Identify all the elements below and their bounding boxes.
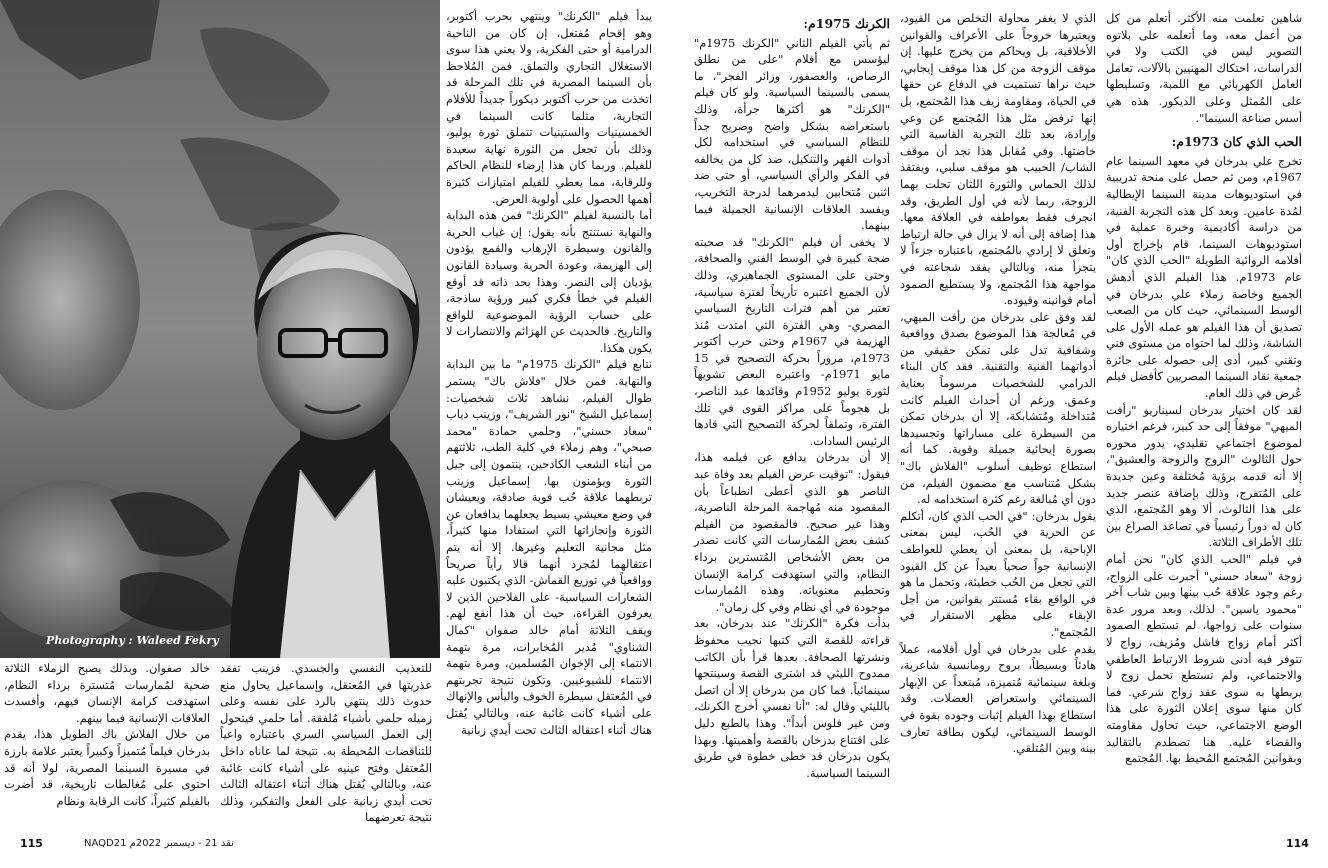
- right-page-column-3: [1106, 10, 1302, 826]
- right-page: [664, 0, 1328, 868]
- running-footer: نقد 21 - ديسمبر 2022م NAQD21: [84, 838, 234, 849]
- right-page-column-2: [900, 10, 1096, 826]
- photo-credit: Photography : Waleed Fekry: [46, 634, 219, 647]
- right-page-column-1: [694, 10, 890, 826]
- paragraph: من خلال الفلاش باك الطويل هذا، يقدم بدرخان فيلماً مُتميزاً وكبيراً يعتبر علامة بارزة في مسيرة السينما المصرية، لولا أنه قد احتوى على مُغالطات تاريخية، قد أضرت بالفيلم كثيراً، كانت الرقابة ونظام: [4, 727, 210, 808]
- portrait-photo: [0, 0, 440, 658]
- left-page-bottom-column-middle: [220, 660, 432, 826]
- paragraph: شاهين تعلمت منه الأكثر. أتعلم من كل من أعمل معه، وما أتعلمه على بلاتوه التصوير ليس في الكتب ولا في الدراسات، احتكاك المهنيين بالآلات، تعامل العامل الكهربائي مع اللمبة، وتسليطها على المُمثل وعلى الديكور. هذه هي أسس صناعة السينما".: [1106, 11, 1302, 125]
- paragraph: لقد وفق على بدرخان من رأفت الميهي، في مُعالجة هذا الموضوع بصدق وواقعية وشفافية تدل على تمكن حقيقي من أدواتهما الفنية والتقنية. فقد كان البناء الدرامي للشخصيات مرسوماً بعناية وعمق. ورغم أن أحداث الفيلم كانت مُتداخلة ومُتشابكة، إلا أن بدرخان تمكن من السيطرة على مساراتها وتجسيدها بصورة إيحائية جميلة وقوية. كما أنه استطاع توظيف أسلوب "الفلاش باك" بشكل مُتناسب مع مضمون الفيلم، من دون أي مُبالغة رغم كثرة استخدامه له.: [900, 309, 1096, 507]
- paragraph: أما بالنسبة لفيلم "الكرنك" فمن هذه البداية والنهاية نستنتج بأنه يقول: إن غياب الحرية والقانون وسيطرة الإرهاب والقمع يؤدون إلى الهزيمة، وعودة الحرية وسيادة القانون يؤديان إلى النصر. وهذا بحد ذاته قد أوقع الفيلم في خطأ فكري كبير ورؤية ساذجة، على حساب الرؤية الموضوعية للواقع والتاريخ. فالحديث عن الهزائم والانتصارات لا يكون هكذا.: [446, 208, 652, 355]
- paragraph: الذي لا يغفر محاولة التخلص من القيود، ويعتبرها خروجاً على الأعراف والقوانين الأخلاقية، بل ويحاكم من يخرج عليها. إن موقف الزوجة من كل هذا موقف إيجابي، حيث نراها تستميت في الدفاع عن حقها في الحياة، ومقاومة زيف هذا المُجتمع، بل إنها ترفض مثل هذا المُجتمع عن وعي وإرادة، بعد تلك التجربة القاسية التي خاضتها. وفي مُقابل هذا نجد أن موقف الشاب/ الحبيب هو موقف سلبي، ويفتقد لذلك الحماس والثورة اللتان تحلت بهما الزوجة، ربما لأنه في أول الطريق، وقد انجرف فقط بعواطفه في العلاقة معها. هذا إضافة إلى أنه لا يزال في حالة ارتباط وتعلق لا إرادي بالمُجتمع، باعتباره جزءاً لا يتجزأ منه، وبالتالي يفقد شجاعته في مواجهة هذا المُجتمع، ولا يستطيع الصمود أمام قوانينه وقيوده.: [900, 11, 1096, 308]
- paragraph: يقول بدرخان: "في الحب الذي كان، أتكلم عن الحرية في الحُب، ليس بمعنى الإباحية، بل بمعنى أن يعطي للعواطف الإنسانية جواً صحياً بعيداً عن كل القيود التي تجعل من الحُب خطيئة، وتحمل ما هو في الواقع بقاء مُستتر بقوانين، من أجل الإبقاء على مظهر الاستقرار في المُجتمع".: [900, 508, 1096, 639]
- paragraph: يقدم على بدرخان في أول أفلامه، عملاً هادئاً وبسيطاً، بروح رومانسية شاعرية، وبلغة سينمائية مُتميزة، مُبتعداً عن الإبهار السينمائي واستعراض العضلات. وقد استطاع بهذا الفيلم إثبات وجوده بقوة في الوسط السينمائي، ليكون بطاقة تعارف بينه وبين المُتلقي.: [900, 641, 1096, 756]
- page-number-right: 114: [1286, 837, 1309, 850]
- paragraph: لا يخفى أن فيلم "الكرنك" قد صحبته ضجة كبيرة في الوسط الفني والصحافة، وحتى على المستوى الجماهيري، وذلك لأن الجميع اعتبره تأريخاً لفترة سياسية، تعتبر من أهم فترات التاريخ السياسي المصري- وهي الفترة التي امتدت مُنذ الهزيمة في 1967م وحتى حرب أكتوبر 1973م، مروراً بحركة التصحيح في 15 مايو 1971م- واعتبره البعض تشويهاً لثورة يوليو 1952م وقائدها عبد الناصر، بل هجوماً على مراكز القوى في تلك الفترة، وتملقاً لحركة التصحيح التي قادها الرئيس السادات.: [694, 234, 891, 448]
- paragraph: بدأت فكرة "الكرنك" عند بدرخان، بعد قراءته للقصة التي كتبها نجيب محفوظ ونشرتها الصحافة. بعدها قرأ بأن الكاتب ممدوح الليثي قد اشترى القصة وسينتجها سينمائياً. فما كان من بدرخان إلا أن اتصل بالليثي وقال له: "أنا نفسي أخرج الكرنك، ومن غير فلوس أبداً". وهذا بالطبع دليل على اقتناع بدرخان بالقصة وأهميتها. وبهذا يكون بدرخان قد خطى خطوة في طريق السينما السياسية.: [694, 616, 890, 780]
- paragraph: في فيلم "الحب الذي كان" نحن أمام زوجة "سعاد حسني" أجبرت على الزواج، رغم وجود علاقة حُب بينها وبين شاب آخر "محمود ياسين". لذلك، وبعد مرور عدة سنوات على زواجها، لم تستطع الصمود أكثر أمام زواج فاشل ومُزيف، زواج لا تتوفر فيه أدنى شروط الارتباط العاطفي والاجتماعي، ولم تستطع تحمل زوج لا يربطها به سوى عقد زواج شرعي. فما كان منها سوى إعلان الثورة على هذا الوضع الاجتماعي، حيث تحاول مقاومته والقضاء عليه. هنا تصطدم بالتقاليد وبقوانين المُجتمع المُحيط بها. المُجتمع: [1106, 552, 1302, 766]
- paragraph: للتعذيب النفسي والجسدي. فزينب تفقد عذريتها في المُعتقل، وإسماعيل يحاول منع حدوث ذلك ينتهي بالرد على نفسه وعلى زميله حلمي بأشياء مُلفقة. أما حلمي فيتحول إلى العمل السياسي السري باعتباره واعياً للتناقضات المُحيطة به. نتيجة لما عاناه داخل المُعتقل وفتح عينيه على أشياء كانت غائبة عنه، وبالتالي يُقتل هناك أثناء اعتقاله الثالث تحت أيدي زبانية على الفعل والتفكير، وذلك نتيجة تعرضهما: [220, 661, 432, 825]
- section-heading: الحب الذي كان 1973م:: [1171, 134, 1302, 150]
- film-poster-background-image: [0, 0, 440, 658]
- left-page-column-right: [446, 8, 652, 737]
- paragraph: لقد كان اختيار بدرخان لسيناريو "رأفت الميهي" موفقاً إلى حد كبير، فرغم اختياره لموضوع اجتماعي تقليدي، يدور محوره حول الثالوث "الزوج والزوجة والعشيق"، إلا أنه قدمه برؤية مُختلفة وعين جديدة على المُتفرج، وذلك بإضافة عنصر جديد على هذا الثالوث، ألا وهو المُجتمع، الذي كان له دوراً رئيسياً في تصاعد الصراع بين تلك الأطراف الثلاثة.: [1106, 402, 1302, 550]
- paragraph: تخرج علي بدرخان في معهد السينما عام 1967م، ومن ثم حصل على منحة تدريبية في استوديوهات مدينة السينما الإيطالية لمُدة عامين. وبعد كل هذه التجربة الفنية، من دراسة أكاديمية وخبرة عملية في استوديوهات السينما، قام بإخراج أول أفلامه الروائية الطويلة "الحب الذي كان" عام 1973م. هذا الفيلم الذي أدهش الجميع وخاصة زملاء علي بدرخان في الوسط السينمائي، حيث كان من الصعب تصديق أن هذا الفيلم هو عمله الأول على الشاشة، وذلك لما احتواه من مستوى فني وتقني كبير، أدى إلى حصوله على جائزة جمعية نقاد السينما المصريين كأفضل فيلم عُرض في ذلك العام.: [1106, 153, 1302, 401]
- left-page-bottom-column-left: [4, 660, 210, 826]
- paragraph: إلا أن بدرخان يدافع عن فيلمه هذا، فيقول: "توقيت عرض الفيلم بعد وفاة عبد الناصر هو الذي أعطى انطباعاً بأن المقصود منه مُهاجمة المرحلة الناصرية، وهذا غير صحيح. فالمقصود من الفيلم كشف بعض المُمارسات التي كانت تصدر من بعض الأشخاص المُتسترين برداء النظام، والتي استهدفت كرامة الإنسان وتحطيم معنوياته. وهذه المُمارسات موجودة في أي نظام وفي كل زمان".: [694, 450, 890, 614]
- page-number-left: 115: [20, 837, 43, 850]
- paragraph: ثم يأتي الفيلم الثاني "الكرنك 1975م" ليؤسس مع أفلام "على من نطلق الرصاص، والعصفور، وزائر الفجر"، ما يسمى بالسينما السياسية. ولو كان فيلم "الكرنك" هو أكثرها جرأة، وذلك باستعراضه بشكل واضح وصريح جداً للنظام السياسي في استخدامه لكل أدوات القهر والتنكيل، ضد كل من يخالفه في الفكر والرأي السياسي، أو حتى ضد اثنين مُتحابين ليدمرهما لدرجة التخريب، ويفسد العلاقات الإنسانية الجميلة فيما بينهما.: [694, 35, 890, 233]
- paragraph: نتابع فيلم "الكرنك 1975م" ما بين البداية والنهاية. فمن خلال "فلاش باك" يستمر طوال الفيلم، نشاهد ثلاث شخصيات: إسماعيل الشيخ "نور الشريف"، وزينب دياب "سعاد حسني"، وحلمي حمادة "محمد صبحي"، وهم زملاء في كلية الطب، ثلاثتهم من أبناء الشعب الكادحين، ينتمون إلى جيل الثورة ويؤمنون بها. إسماعيل وزينب تربطهما علاقة حُب قوية صادقة، ويعيشان في وضع معيشي بسيط يجعلهما يدافعان عن الثورة وإنجازاتها التي استفادا منها كثيراً، مثل مجانية التعليم وغيرها. إلا أنه يتم اعتقالهما لمُجرد أنهما قالا رأياً صريحاً وواقعياً في توزيع القماش- الذي يكتبون عليه الشعارات السياسية- على الفلاحين الذين لا يعرفون القراءة، حيث أن هذا أنفع لهم. ويقف الثلاثة أمام خالد صفوان "كمال الشناوي" مُدير المُخابرات، مرة بتهمة الانتماء إلى الإخوان المُسلمين، ومرة بتهمة الانتماء للشيوعيين. وتكون نتيجة تجربتهم في المُعتقل سيطرة الخوف واليأس والإنهاك على أشياء كانت غائبة عنه، وبالتالي يُقتل هناك أثناء اعتقاله الثالث تحت أيدي زبانية: [446, 357, 652, 737]
- paragraph: يبدأ فيلم "الكرنك" وينتهي بحرب أكتوبر، وهو إقحام مُفتعل، إن كان من الناحية الدرامية أو حتى الفكرية، ولا يعني هذا سوى الاستغلال التجاري والتملق. فمن المُلاحظ بأن السينما المصرية في تلك المرحلة قد اتخذت من حرب أكتوبر ديكوراً جديداً للأفلام التجارية، مثلما كانت السينما في الخمسينيات والستينيات تتملق ثورة يوليو، وذلك بأن تجعل من الثورة نهاية سعيدة للفيلم. وربما كان هذا إرضاء للنظام الحاكم وللرقابة، مما يعطي للفيلم امتيازات كثيرة أهمها الحصول على أولوية العرض.: [446, 9, 652, 206]
- section-heading: الكرنك 1975م:: [803, 16, 890, 31]
- paragraph: خالد صفوان. وبذلك يصبح الزملاء الثلاثة ضحية لمُمارسات مُتسترة برداء النظام، استهدفت كرامة الإنسان فيهم، وأفسدت العلاقات الإنسانية فيما بينهم.: [4, 661, 210, 725]
